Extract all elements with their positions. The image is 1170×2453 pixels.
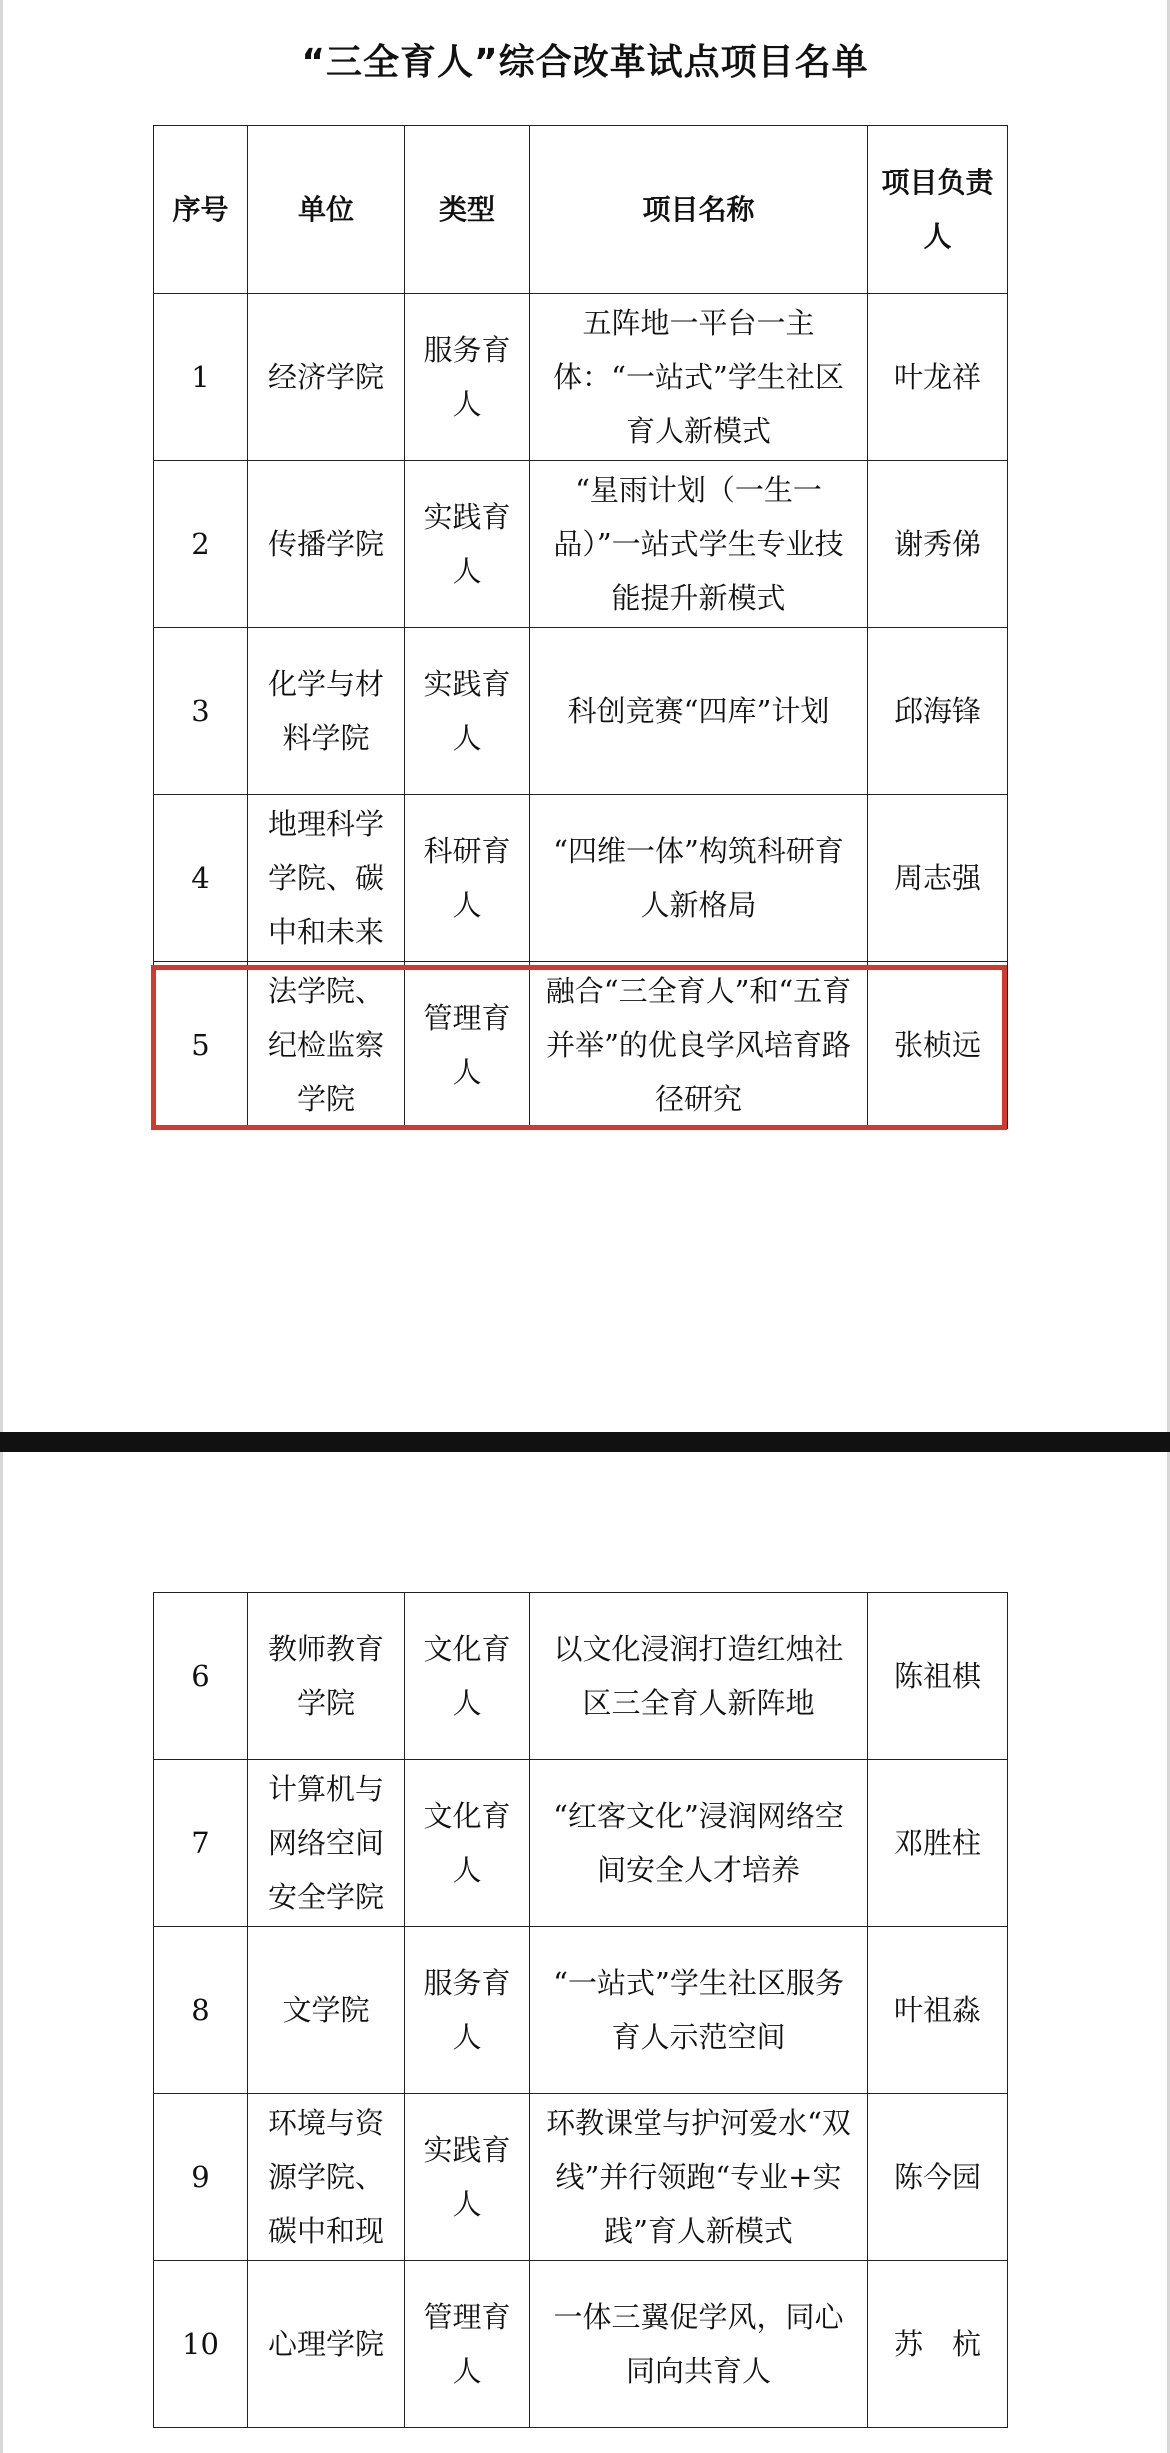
cell-type: 管理育人 xyxy=(405,962,530,1129)
cell-project-name: “四维一体”构筑科研育人新格局 xyxy=(530,795,868,962)
table-header-row xyxy=(154,126,1008,294)
document-title: “三全育人”综合改革试点项目名单 xyxy=(301,42,869,83)
page-divider xyxy=(0,1432,1170,1452)
cell-project-name: 环教课堂与护河爱水“双线”并行领跑“专业+实践”育人新模式 xyxy=(530,2094,868,2261)
table-row xyxy=(154,1593,1008,1760)
header-project-name: 项目名称 xyxy=(530,126,868,294)
cell-lead: 邓胜柱 xyxy=(868,1760,1008,1927)
table-row xyxy=(154,461,1008,628)
project-table-page-1 xyxy=(153,125,1008,1129)
cell-lead: 陈今园 xyxy=(868,2094,1008,2261)
table-row xyxy=(154,795,1008,962)
cell-unit: 地理科学学院、碳中和未来 xyxy=(248,795,405,962)
cell-type: 文化育人 xyxy=(405,1760,530,1927)
cell-unit: 教师教育学院 xyxy=(248,1593,405,1760)
table-row xyxy=(154,1927,1008,2094)
table-row xyxy=(154,962,1008,1129)
cell-no: 3 xyxy=(154,628,248,795)
cell-lead: 张桢远 xyxy=(868,962,1008,1129)
cell-unit: 文学院 xyxy=(248,1927,405,2094)
cell-no: 10 xyxy=(154,2261,248,2428)
table-row xyxy=(154,2261,1008,2428)
table-row xyxy=(154,2094,1008,2261)
header-lead: 项目负责人 xyxy=(868,126,1008,294)
cell-lead: 陈祖棋 xyxy=(868,1593,1008,1760)
cell-no: 2 xyxy=(154,461,248,628)
cell-unit: 计算机与网络空间安全学院 xyxy=(248,1760,405,1927)
table-row xyxy=(154,628,1008,795)
cell-project-name: “红客文化”浸润网络空间安全人才培养 xyxy=(530,1760,868,1927)
cell-lead: 谢秀俤 xyxy=(868,461,1008,628)
cell-lead: 周志强 xyxy=(868,795,1008,962)
cell-no: 6 xyxy=(154,1593,248,1760)
cell-no: 7 xyxy=(154,1760,248,1927)
cell-type: 实践育人 xyxy=(405,628,530,795)
cell-type: 服务育人 xyxy=(405,1927,530,2094)
cell-unit: 心理学院 xyxy=(248,2261,405,2428)
cell-unit: 化学与材料学院 xyxy=(248,628,405,795)
cell-type: 管理育人 xyxy=(405,2261,530,2428)
cell-lead: 叶祖淼 xyxy=(868,1927,1008,2094)
cell-type: 服务育人 xyxy=(405,294,530,461)
cell-project-name: 融合“三全育人”和“五育并举”的优良学风培育路径研究 xyxy=(530,962,868,1129)
cell-type: 文化育人 xyxy=(405,1593,530,1760)
cell-no: 8 xyxy=(154,1927,248,2094)
cell-unit: 环境与资源学院、碳中和现 xyxy=(248,2094,405,2261)
cell-unit: 经济学院 xyxy=(248,294,405,461)
project-table-page-2 xyxy=(153,1592,1008,2428)
cell-lead: 苏 杭 xyxy=(868,2261,1008,2428)
cell-project-name: 一体三翼促学风，同心同向共育人 xyxy=(530,2261,868,2428)
cell-type: 实践育人 xyxy=(405,461,530,628)
cell-project-name: “星雨计划（一生一品）”一站式学生专业技能提升新模式 xyxy=(530,461,868,628)
table-row xyxy=(154,1760,1008,1927)
header-no: 序号 xyxy=(154,126,248,294)
header-type: 类型 xyxy=(405,126,530,294)
page-edge xyxy=(0,0,3,1432)
cell-type: 科研育人 xyxy=(405,795,530,962)
cell-no: 5 xyxy=(154,962,248,1129)
cell-project-name: “一站式”学生社区服务育人示范空间 xyxy=(530,1927,868,2094)
cell-no: 4 xyxy=(154,795,248,962)
cell-project-name: 五阵地一平台一主体：“一站式”学生社区育人新模式 xyxy=(530,294,868,461)
cell-lead: 叶龙祥 xyxy=(868,294,1008,461)
header-unit: 单位 xyxy=(248,126,405,294)
cell-project-name: 以文化浸润打造红烛社区三全育人新阵地 xyxy=(530,1593,868,1760)
cell-no: 1 xyxy=(154,294,248,461)
cell-unit: 传播学院 xyxy=(248,461,405,628)
cell-type: 实践育人 xyxy=(405,2094,530,2261)
cell-lead: 邱海锋 xyxy=(868,628,1008,795)
cell-no: 9 xyxy=(154,2094,248,2261)
cell-unit: 法学院、纪检监察学院 xyxy=(248,962,405,1129)
page-edge xyxy=(0,1452,3,2453)
table-row xyxy=(154,294,1008,461)
cell-project-name: 科创竞赛“四库”计划 xyxy=(530,628,868,795)
